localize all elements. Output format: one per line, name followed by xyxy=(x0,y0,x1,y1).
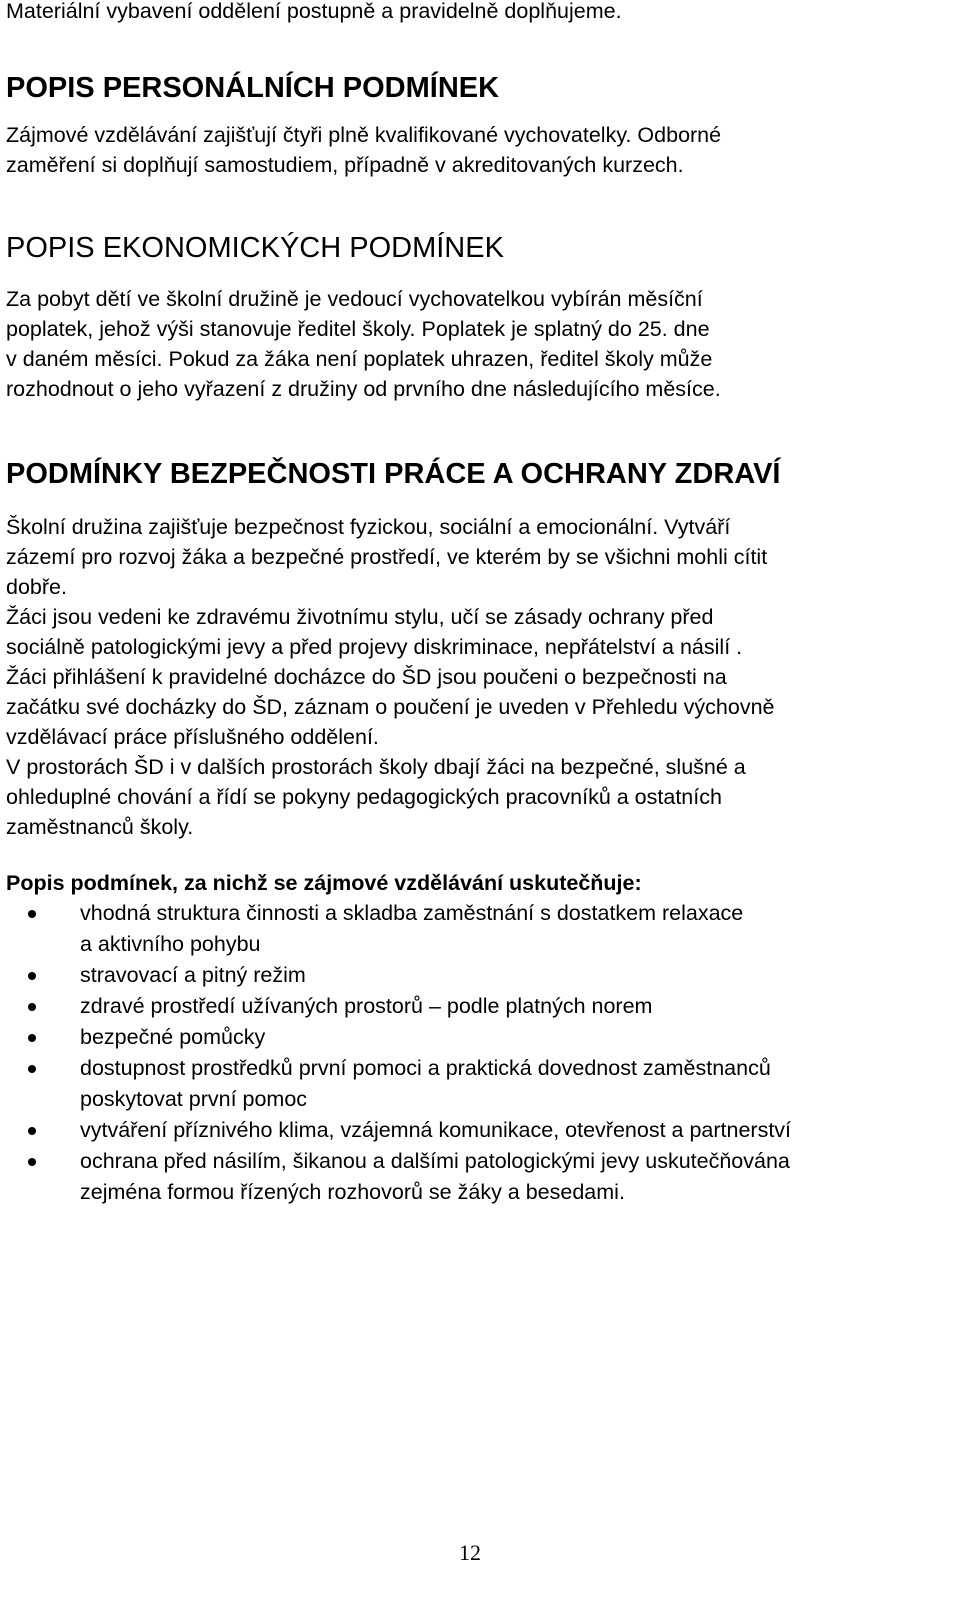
section-heading-safety: PODMÍNKY BEZPEČNOSTI PRÁCE A OCHRANY ZDRAVÍ xyxy=(6,458,781,490)
conditions-list xyxy=(6,898,950,1208)
list-item xyxy=(6,960,950,991)
bullet-icon xyxy=(28,1158,36,1166)
list-item xyxy=(6,898,950,960)
list-item xyxy=(6,1022,950,1053)
text-line: a aktivního pohybu xyxy=(80,932,261,956)
text-line: ochrana před násilím, šikanou a dalšími patologickými jevy uskutečňována xyxy=(80,1149,790,1173)
text-line: poplatek, jehož výši stanovuje ředitel školy. Poplatek je splatný do 25. dne xyxy=(6,317,710,341)
text-line: zaměření si doplňují samostudiem, případně v akreditovaných kurzech. xyxy=(6,153,684,177)
list-item xyxy=(6,1146,950,1208)
text-line: vytváření příznivého klima, vzájemná komunikace, otevřenost a partnerství xyxy=(80,1118,792,1142)
text-line: bezpečné pomůcky xyxy=(80,1025,266,1049)
bullet-icon xyxy=(28,1127,36,1135)
text-line: stravovací a pitný režim xyxy=(80,963,306,987)
text-line: dobře. xyxy=(6,575,67,599)
section-heading-personal: POPIS PERSONÁLNÍCH PODMÍNEK xyxy=(6,72,500,104)
text-line: rozhodnout o jeho vyřazení z družiny od prvního dne následujícího měsíce. xyxy=(6,377,721,401)
bullet-icon xyxy=(28,972,36,980)
text-line: V prostorách ŠD i v dalších prostorách školy dbají žáci na bezpečné, slušné a xyxy=(6,755,746,779)
list-item xyxy=(6,1053,950,1115)
text-line: vhodná struktura činnosti a skladba zaměstnání s dostatkem relaxace xyxy=(80,901,744,925)
conditions-heading: Popis podmínek, za nichž se zájmové vzdělávání uskutečňuje: xyxy=(6,871,642,895)
intro-paragraph xyxy=(6,0,950,26)
safety-paragraph xyxy=(6,512,950,842)
text-line: sociálně patologickými jevy a před projevy diskriminace, nepřátelství a násilí . xyxy=(6,635,743,659)
text-line: zaměstnanců školy. xyxy=(6,815,194,839)
bullet-icon xyxy=(28,1065,36,1073)
economic-paragraph xyxy=(6,284,950,404)
text-line: zdravé prostředí užívaných prostorů – podle platných norem xyxy=(80,994,653,1018)
text-line: vzdělávací práce příslušného oddělení. xyxy=(6,725,379,749)
document-page xyxy=(6,0,950,1208)
text-line: začátku své docházky do ŠD, záznam o poučení je uveden v Přehledu výchovně xyxy=(6,695,775,719)
text-line: Žáci jsou vedeni ke zdravému životnímu stylu, učí se zásady ochrany před xyxy=(6,605,714,629)
text-line: poskytovat první pomoc xyxy=(80,1087,308,1111)
text-line: Zájmové vzdělávání zajišťují čtyři plně kvalifikované vychovatelky. Odborné xyxy=(6,123,722,147)
text-line: zázemí pro rozvoj žáka a bezpečné prostředí, ve kterém by se všichni mohli cítit xyxy=(6,545,768,569)
page-number: 12 xyxy=(459,1540,481,1565)
text-line: Žáci přihlášení k pravidelné docházce do ŠD jsou poučeni o bezpečnosti na xyxy=(6,665,727,689)
personal-paragraph xyxy=(6,120,950,180)
text-line: Školní družina zajišťuje bezpečnost fyzickou, sociální a emocionální. Vytváří xyxy=(6,515,731,539)
section-heading-economic: POPIS EKONOMICKÝCH PODMÍNEK xyxy=(6,232,504,264)
bullet-icon xyxy=(28,1003,36,1011)
bullet-icon xyxy=(28,1034,36,1042)
bullet-icon xyxy=(28,910,36,918)
text-line: Materiální vybavení oddělení postupně a pravidelně doplňujeme. xyxy=(6,0,622,23)
text-line: zejména formou řízených rozhovorů se žáky a besedami. xyxy=(80,1180,625,1204)
text-line: dostupnost prostředků první pomoci a praktická dovednost zaměstnanců xyxy=(80,1056,771,1080)
text-line: Za pobyt dětí ve školní družině je vedoucí vychovatelkou vybírán měsíční xyxy=(6,287,703,311)
list-item xyxy=(6,1115,950,1146)
text-line: v daném měsíci. Pokud za žáka není poplatek uhrazen, ředitel školy může xyxy=(6,347,713,371)
list-item xyxy=(6,991,950,1022)
text-line: ohleduplné chování a řídí se pokyny pedagogických pracovníků a ostatních xyxy=(6,785,722,809)
